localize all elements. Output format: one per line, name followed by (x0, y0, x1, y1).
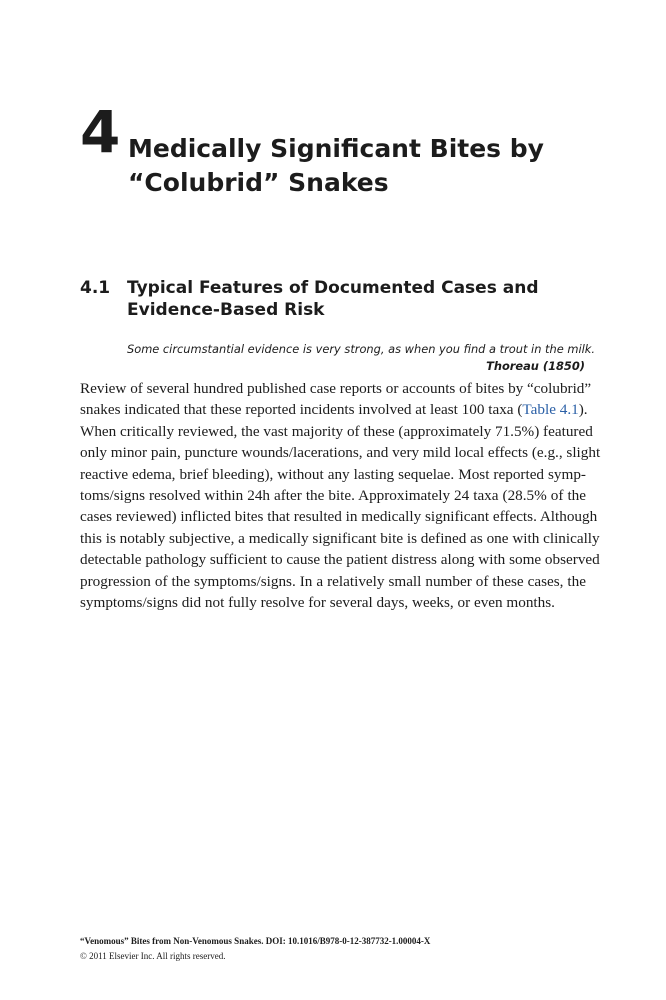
body-line: Review of several hundred published case reports or accounts of bites by “colubrid” (80, 380, 592, 397)
book-citation: “Venomous” Bites from Non-Venomous Snakes. DOI: 10.1016/B978-0-12-387732-1.00004-X (80, 936, 431, 946)
body-line: When critically reviewed, the vast majority of these (approximately 71.5%) featured (80, 422, 593, 440)
chapter-title-line-2: “Colubrid” Snakes (128, 168, 389, 197)
body-line-with-table-ref (80, 399, 586, 420)
chapter-title-line-1: Medically Significant Bites by (128, 134, 544, 163)
epigraph (127, 341, 596, 375)
table-ref-open: ( (513, 401, 523, 419)
section-number: 4.1 (80, 278, 111, 298)
body-line: progression of the symptoms/signs. In a relatively small number of these cases, the (80, 572, 586, 590)
table-ref-close: ). (578, 401, 588, 419)
chapter-number: 4 (80, 98, 121, 166)
body-line: only minor pain, puncture wounds/lacerations, and very mild local effects (e.g., slight (80, 444, 601, 462)
table-reference-link[interactable]: Table 4.1 (522, 401, 579, 419)
body-line: this is notably subjective, a medically significant bite is defined as one with clinically (80, 529, 600, 547)
body-line: symptoms/signs did not fully resolve for several days, weeks, or even months. (80, 594, 555, 612)
chapter-title (128, 132, 588, 200)
page-footer (80, 934, 430, 964)
copyright-notice: © 2011 Elsevier Inc. All rights reserved. (80, 951, 226, 961)
body-line: detectable pathology sufficient to cause the patient distress along with some observed (80, 551, 600, 569)
body-paragraph (80, 378, 601, 613)
epigraph-quote: Some circumstantial evidence is very strong, as when you find a trout in the milk. (127, 342, 596, 356)
epigraph-attribution: Thoreau (1850) (486, 359, 585, 373)
body-line: toms/signs resolved within 24h after the bite. Approximately 24 taxa (28.5% of the (80, 487, 586, 505)
body-line-text: snakes indicated that these reported incidents involved at least 100 taxa (80, 401, 514, 419)
section-title-line-1: Typical Features of Documented Cases and (127, 278, 539, 298)
body-line: reactive edema, brief bleeding), without any lasting sequelae. Most reported symp- (80, 465, 586, 483)
section-title (127, 277, 567, 321)
body-line: cases reviewed) inflicted bites that resulted in medically significant effects. Although (80, 508, 598, 526)
section-title-line-2: Evidence-Based Risk (127, 300, 325, 320)
